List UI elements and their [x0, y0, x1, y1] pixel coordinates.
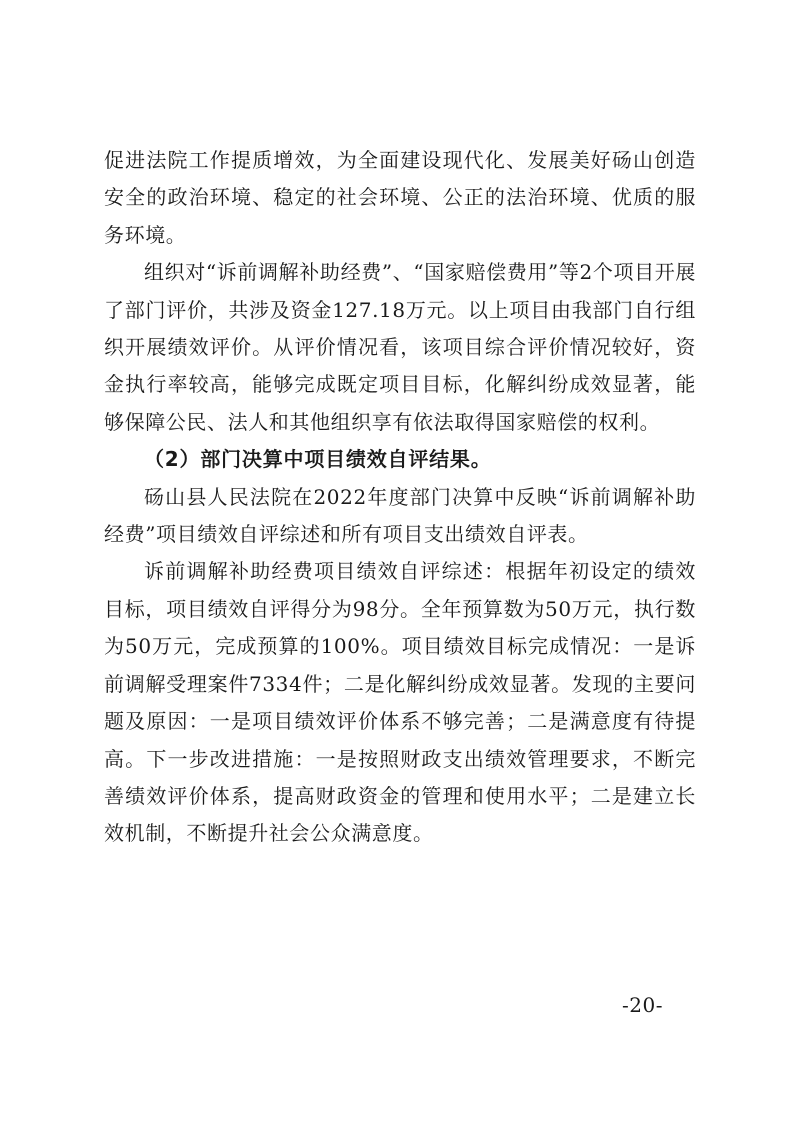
document-body	[104, 142, 696, 853]
section-heading: （2）部门决算中项目绩效自评结果。	[144, 447, 492, 472]
paragraph-department-evaluation: 组织对“诉前调解补助经费”、“国家赔偿费用”等2个项目开展了部门评价，共涉及资金127.18万元。以上项目由我部门自行组织开展绩效评价。从评价情况看，该项目综合评价情况较好，资金执行率较高，能够完成既定项目目标，化解纠纷成效显著，能够保障公民、法人和其他组织享有依法取得国家赔偿的权利。	[104, 260, 696, 434]
paragraph-continuation: 促进法院工作提质增效，为全面建设现代化、发展美好砀山创造安全的政治环境、稳定的社会环境、公正的法治环境、优质的服务环境。	[104, 148, 696, 247]
page-number: -20-	[622, 993, 663, 1017]
paragraph-final-accounts: 砀山县人民法院在2022年度部门决算中反映“诉前调解补助经费”项目绩效自评综述和所有项目支出绩效自评表。	[104, 484, 696, 547]
paragraph-self-evaluation-summary: 诉前调解补助经费项目绩效自评综述：根据年初设定的绩效目标，项目绩效自评得分为98分。全年预算数为50万元，执行数为50万元，完成预算的100%。项目绩效目标完成情况：一是诉前调解受理案件7334件；二是化解纠纷成效显著。发现的主要问题及原因：一是项目绩效评价体系不够完善；二是满意度有待提高。下一步改进措施：一是按照财政支出绩效管理要求，不断完善绩效评价体系，提高财政资金的管理和使用水平；二是建立长效机制，不断提升社会公众满意度。	[104, 559, 696, 846]
